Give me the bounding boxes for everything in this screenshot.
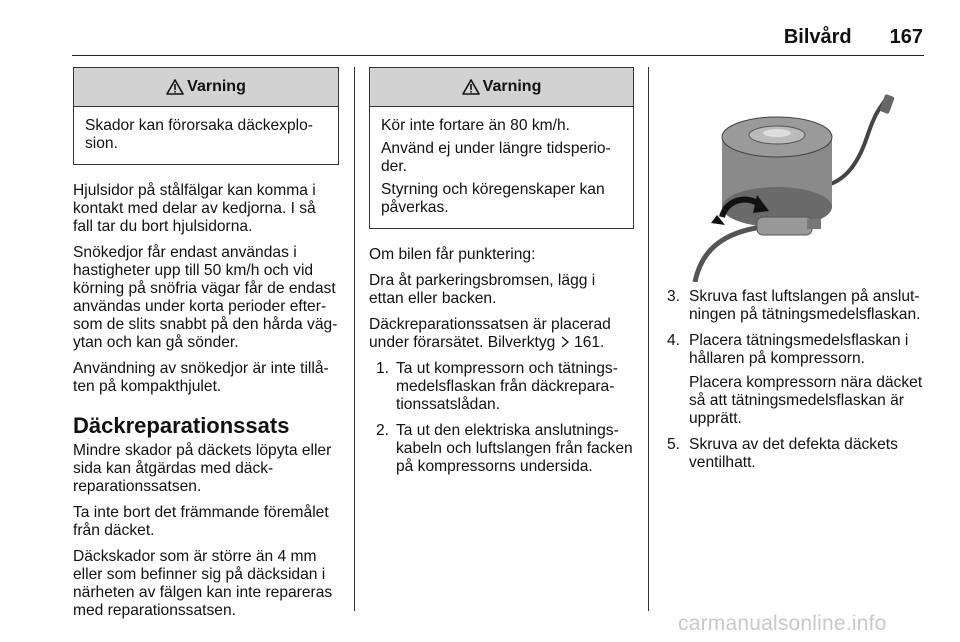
page-reference-arrow-icon xyxy=(560,336,570,348)
paragraph: Ta inte bort det främmande föremålet från däcket. xyxy=(73,504,329,539)
step-text: Placera tätningsmedelsflaskan i hållaren på kompressorn. xyxy=(689,332,909,367)
header-rule xyxy=(72,55,924,56)
warning-header xyxy=(74,68,338,107)
warning-text: Skador kan förorsaka däckexplosion. xyxy=(85,117,313,152)
warning-header xyxy=(370,68,633,107)
warning-body xyxy=(74,107,338,164)
column-3 xyxy=(667,67,929,480)
step-subtext: Placera kompressorn nära däcket så att tätningsmedelsflaskan är upprätt. xyxy=(689,374,923,427)
paragraph: Hjulsidor på stålfälgar kan komma i kontakt med delar av kedjorna. I så fall tar du bort hjulsidorna. xyxy=(73,182,316,235)
warning-triangle-icon xyxy=(462,79,480,95)
warning-text: Styrning och köregenskaper kan påverkas. xyxy=(381,181,605,216)
list-item xyxy=(376,422,634,476)
list-item xyxy=(667,332,929,428)
warning-text: Använd ej under längre tidsperioder. xyxy=(381,140,611,175)
list-item xyxy=(667,436,929,472)
step-number: 3. xyxy=(667,288,681,305)
paragraph: Om bilen får punktering: xyxy=(369,246,536,263)
step-text: Ta ut den elektriska anslutningskabeln och luftslangen från facken på kompressorns undersida. xyxy=(396,422,633,475)
warning-text: Kör inte fortare än 80 km/h. xyxy=(381,117,570,134)
paragraph-with-reference xyxy=(369,316,634,352)
paragraph: Snökedjor får endast användas i hastigheter upp till 50 km/h och vid körning på snöfria vägar får de endast användas under korta perioder eftersom de slits snabbt på den hårda vägytan och kan gå sönder. xyxy=(73,244,338,351)
warning-box xyxy=(73,67,339,165)
column-2 xyxy=(369,67,634,484)
column-divider-2 xyxy=(648,67,649,611)
reference-text: Däckreparationssatsen är placerad under förarsätet. Bilverktyg xyxy=(369,316,611,351)
step-text: Skruva fast luftslangen på anslutningen på tätningsmedelsflaskan. xyxy=(689,288,921,323)
step-text: Ta ut kompressorn och tätningsmedelsflaskan från däckreparationssatslådan. xyxy=(396,360,618,413)
list-item xyxy=(376,360,634,414)
page-number: 167 xyxy=(889,26,923,48)
page-header xyxy=(784,26,923,49)
warning-title: Varning xyxy=(482,78,542,95)
reference-page: 161. xyxy=(574,334,605,351)
list-item xyxy=(667,288,929,324)
warning-box xyxy=(369,67,634,229)
step-number: 1. xyxy=(376,360,390,377)
step-number: 4. xyxy=(667,332,681,349)
paragraph: Däckskador som är större än 4 mm eller som befinner sig på däcksidan i närheten av fälgen kan inte repareras med reparationssatsen. xyxy=(73,548,333,619)
paragraph: Dra åt parkeringsbromsen, lägg i ettan eller backen. xyxy=(369,272,596,307)
warning-title: Varning xyxy=(187,78,246,95)
step-text: Skruva av det defekta däckets ventilhatt. xyxy=(689,436,898,471)
steps-list xyxy=(376,360,634,476)
step-number: 2. xyxy=(376,422,390,439)
step-number: 5. xyxy=(667,436,681,453)
column-1 xyxy=(73,67,339,628)
steps-list xyxy=(667,288,929,472)
watermark: carmanualsonline.info xyxy=(678,612,887,635)
paragraph: Användning av snökedjor är inte tillåten på kompakthjulet. xyxy=(73,360,329,395)
warning-triangle-icon xyxy=(166,79,184,95)
section-heading: Däckreparationssats xyxy=(73,413,290,438)
column-divider-1 xyxy=(354,67,355,611)
warning-body xyxy=(370,107,633,228)
paragraph: Mindre skador på däckets löpyta eller sida kan åtgärdas med däckreparationssatsen. xyxy=(73,442,332,495)
compressor-illustration xyxy=(667,67,929,282)
section-title: Bilvård xyxy=(783,26,852,48)
